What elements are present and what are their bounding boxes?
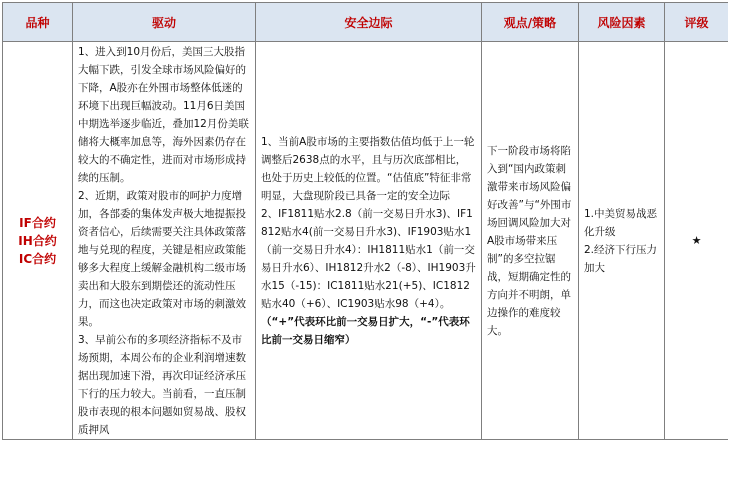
rating-cell [665,42,729,440]
header-rating: 评级 [665,3,729,42]
safety-margin-cell [256,42,482,440]
header-safety-margin: 安全边际 [256,3,482,42]
driver-point-1: 1、进入到10月份后，美国三大股指大幅下跌，引发全球市场风险偏好的下降，A股亦在外围市场整体低迷的环境下出现巨幅波动。11月6日美国中期选举逐步临近，叠加12月份美联储将大概率加息等，海外因素仍存在较大的不确定性，进而对市场形成持续的压制。 [78,46,249,184]
driver-point-2: 2、近期，政策对股市的呵护力度增加，各部委的集体发声极大地提振投资者信心，后续需要关注具体政策落地与兑现的程度，关键是相应政策能够多大程度上缓解金融机构二级市场卖出和大股东到期偿还的流动性压力，而这也决定政策对市场的刺激效果。 [78,190,246,328]
view-text: 下一阶段市场将陷入到“国内政策刺激带来市场风险偏好改善”与“外围市场回调风险加大对A股市场带来压制”的多空拉锯战，短期确定性的方向并不明朗，单边操作的难度较大。 [487,144,572,337]
header-risk-factors: 风险因素 [579,3,665,42]
header-view-strategy: 观点/策略 [482,3,579,42]
variety-ic: IC合约 [18,251,57,266]
risk-factors-cell [579,42,665,440]
risk-item-2: 2.经济下行压力加大 [584,243,658,274]
safety-point-2: 2、IF1811贴水2.8（前一交易日升水3)、IF1812贴水4(前一交易日升水3)、IF1903贴水1（前一交易日升水4）：IH1811贴水1（前一交易日升水6）、IH1812升水2（-8）、IH1903升水15（-15)：IC1811贴水21(+5)、IC1812贴水40（+6）、IC1903贴水98（+4）。 [261,207,476,310]
variety-if: IF合约 [19,215,56,230]
header-driver: 驱动 [73,3,256,42]
variety-cell [3,42,73,440]
view-strategy-cell [482,42,579,440]
header-variety: 品种 [3,3,73,42]
header-row [3,3,729,42]
driver-point-3: 3、早前公布的多项经济指标不及市场预期，本周公布的企业利润增速数据出现加速下滑，再次印证经济承压下行的压力较大。当前看，一直压制股市表现的根本问题如贸易战、股权质押风 [78,334,246,436]
strategy-table [2,2,728,440]
driver-cell [73,42,256,440]
safety-point-1: 1、当前A股市场的主要指数估值均低于上一轮调整后2638点的水平，且与历次底部相比，也处于历史上较低的位置。“估值底”特征非常明显，大盘现阶段已具备一定的安全边际 [261,135,475,202]
rating-star-icon: ★ [691,233,702,247]
risk-item-1: 1.中美贸易战恶化升级 [584,207,658,238]
variety-ih: IH合约 [18,233,57,248]
table-row [3,42,729,440]
safety-note: （“+”代表环比前一交易日扩大，“-”代表环比前一交易日缩窄） [261,315,470,346]
strategy-table-container [2,2,728,492]
